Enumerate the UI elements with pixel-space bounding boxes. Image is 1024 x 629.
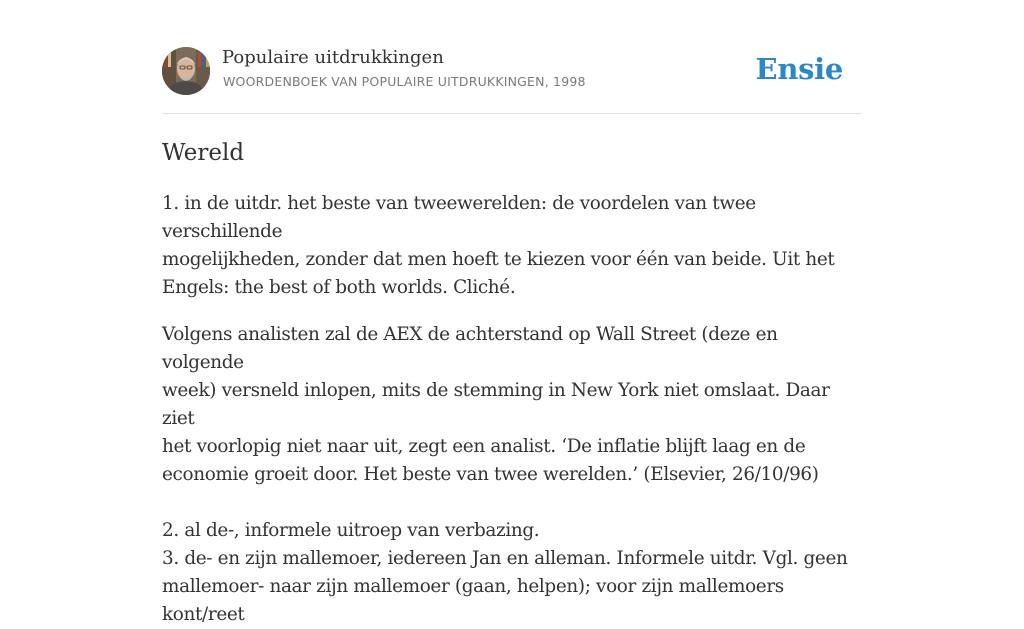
definition-paragraph — [162, 517, 862, 629]
author-avatar[interactable] — [162, 47, 210, 95]
header-divider — [162, 113, 862, 114]
text-line: week) versneld inlopen, mits de stemming in New York niet omslaat. Daar ziet — [162, 380, 830, 429]
paragraph-spacer — [162, 302, 862, 321]
text-line: het voorlopig niet naar uit, zegt een analist. ‘De inflatie blijft laag en de — [162, 436, 806, 457]
text-line: 3. de- en zijn mallemoer, iedereen Jan en alleman. Informele uitdr. Vgl. geen — [162, 548, 848, 569]
text-line: economie groeit door. Het beste van twee werelden.’ (Elsevier, 26/10/96) — [162, 464, 819, 485]
example-paragraph — [162, 321, 862, 489]
source-title[interactable]: Populaire uitdrukkingen — [222, 47, 444, 68]
brand-logo[interactable]: Ensie — [755, 52, 843, 86]
paragraph-spacer — [162, 489, 862, 517]
entry-title: Wereld — [162, 140, 245, 166]
text-line: 2. al de-, informele uitroep van verbazing. — [162, 520, 540, 541]
author-photo-icon — [162, 47, 210, 95]
text-line: mallemoer- naar zijn mallemoer (gaan, helpen); voor zijn mallemoers kont/reet — [162, 576, 784, 625]
text-line: Engels: the best of both worlds. Cliché. — [162, 277, 516, 298]
text-line: 1. in de uitdr. het beste van tweewerelden: de voordelen van twee verschillende — [162, 193, 756, 242]
text-line: mogelijkheden, zonder dat men hoeft te kiezen voor één van beide. Uit het — [162, 249, 835, 270]
entry-header — [162, 46, 862, 96]
source-subtitle: WOORDENBOEK VAN POPULAIRE UITDRUKKINGEN, 1998 — [223, 74, 586, 89]
entry-body — [162, 190, 862, 629]
definition-paragraph — [162, 190, 862, 302]
text-line: Volgens analisten zal de AEX de achterstand op Wall Street (deze en volgende — [162, 324, 778, 373]
page — [162, 0, 862, 625]
